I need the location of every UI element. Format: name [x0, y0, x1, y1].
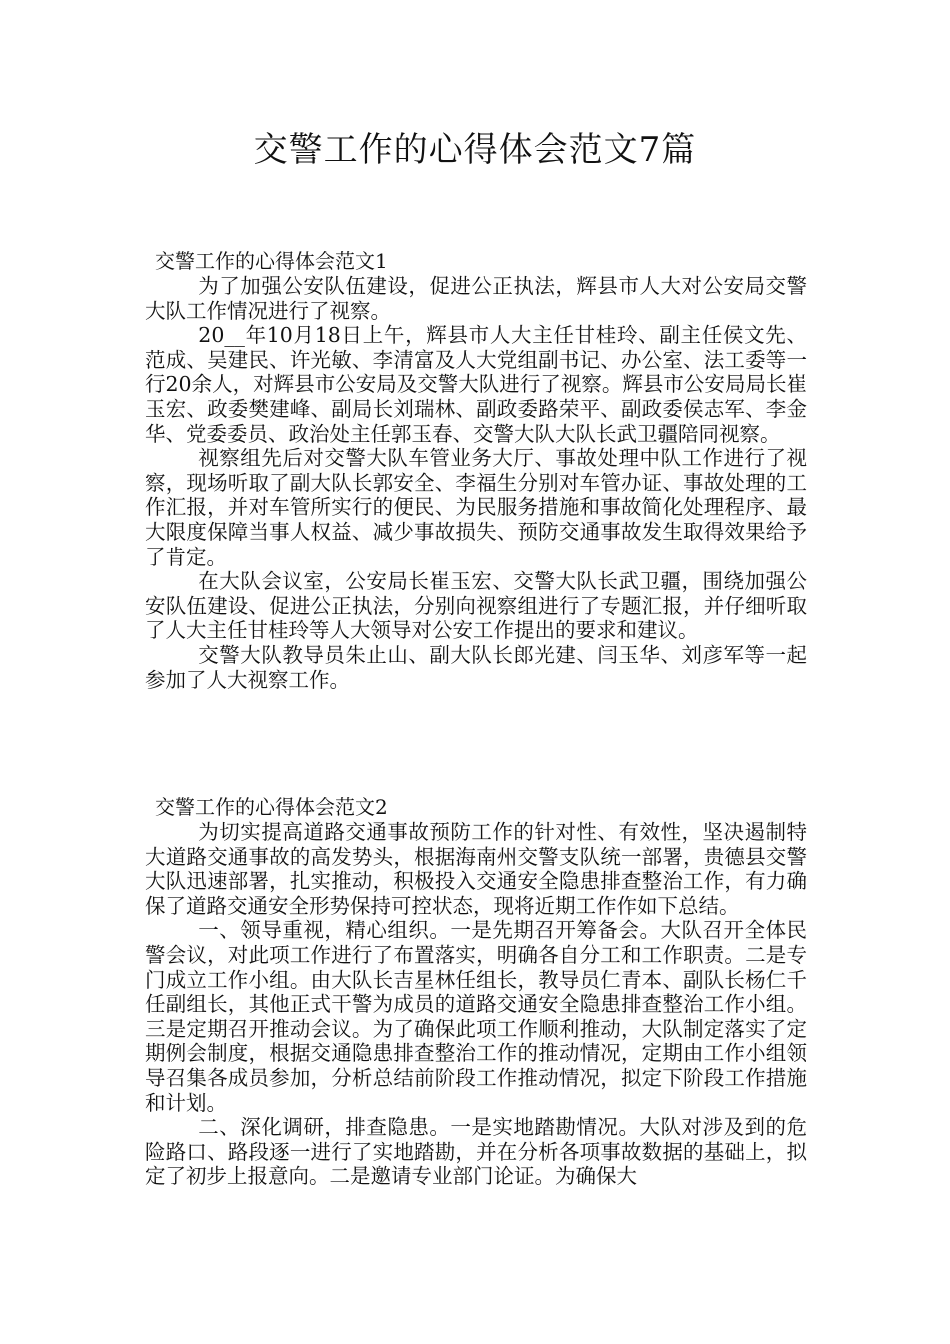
paragraph: 视察组先后对交警大队车管业务大厅、事故处理中队工作进行了视察，现场听取了副大队长郭安全、李福生分别对车管办证、事故处理的工作汇报，并对车管所实行的便民、为民服务措施和事故简化处理程序、最大限度保障当事人权益、减少事故损失、预防交通事故发生取得效果给予了肯定。	[145, 446, 807, 569]
section-heading: 交警工作的心得体会范文1	[155, 249, 388, 273]
paragraph: 为切实提高道路交通事故预防工作的针对性、有效性，坚决遏制特大道路交通事故的高发势头，根据海南州交警支队统一部署，贵德县交警大队迅速部署，扎实推动，积极投入交通安全隐患排查整治工作，有力确保了道路交通安全形势保持可控状态，现将近期工作作如下总结。	[145, 820, 807, 918]
paragraph: 20__年10月18日上午，辉县市人大主任甘桂玲、副主任侯文先、范成、吴建民、许光敏、李清富及人大党组副书记、办公室、法工委等一行20余人，对辉县市公安局及交警大队进行了视察。辉县市公安局局长崔玉宏、政委樊建峰、副局长刘瑞林、副政委路荣平、副政委侯志军、李金华、党委委员、政治处主任郭玉春、交警大队大队长武卫疆陪同视察。	[145, 323, 807, 446]
paragraph: 在大队会议室，公安局长崔玉宏、交警大队长武卫疆，围绕加强公安队伍建设、促进公正执法，分别向视察组进行了专题汇报，并仔细听取了人大主任甘桂玲等人大领导对公安工作提出的要求和建议。	[145, 569, 807, 643]
paragraph: 为了加强公安队伍建设，促进公正执法，辉县市人大对公安局交警大队工作情况进行了视察。	[145, 274, 807, 323]
section-heading: 交警工作的心得体会范文2	[155, 795, 388, 819]
paragraph: 一、领导重视，精心组织。一是先期召开筹备会。大队召开全体民警会议，对此项工作进行了布置落实，明确各自分工和工作职责。二是专门成立工作小组。由大队长吉星林任组长，教导员仁青本、副队长杨仁千任副组长，其他正式干警为成员的道路交通安全隐患排查整治工作小组。三是定期召开推动会议。为了确保此项工作顺利推动，大队制定落实了定期例会制度，根据交通隐患排查整治工作的推动情况，定期由工作小组领导召集各成员参加，分析总结前阶段工作推动情况，拟定下阶段工作措施和计划。	[145, 918, 807, 1115]
document-title: 交警工作的心得体会范文7篇	[253, 130, 697, 170]
section-1	[145, 249, 807, 692]
section-2	[145, 795, 807, 1189]
paragraph: 二、深化调研，排查隐患。一是实地踏勘情况。大队对涉及到的危险路口、路段逐一进行了实地踏勘，并在分析各项事故数据的基础上，拟定了初步上报意向。二是邀请专业部门论证。为确保大	[145, 1115, 807, 1189]
paragraph: 交警大队教导员朱止山、副大队长郎光建、闫玉华、刘彦军等一起参加了人大视察工作。	[145, 642, 807, 692]
